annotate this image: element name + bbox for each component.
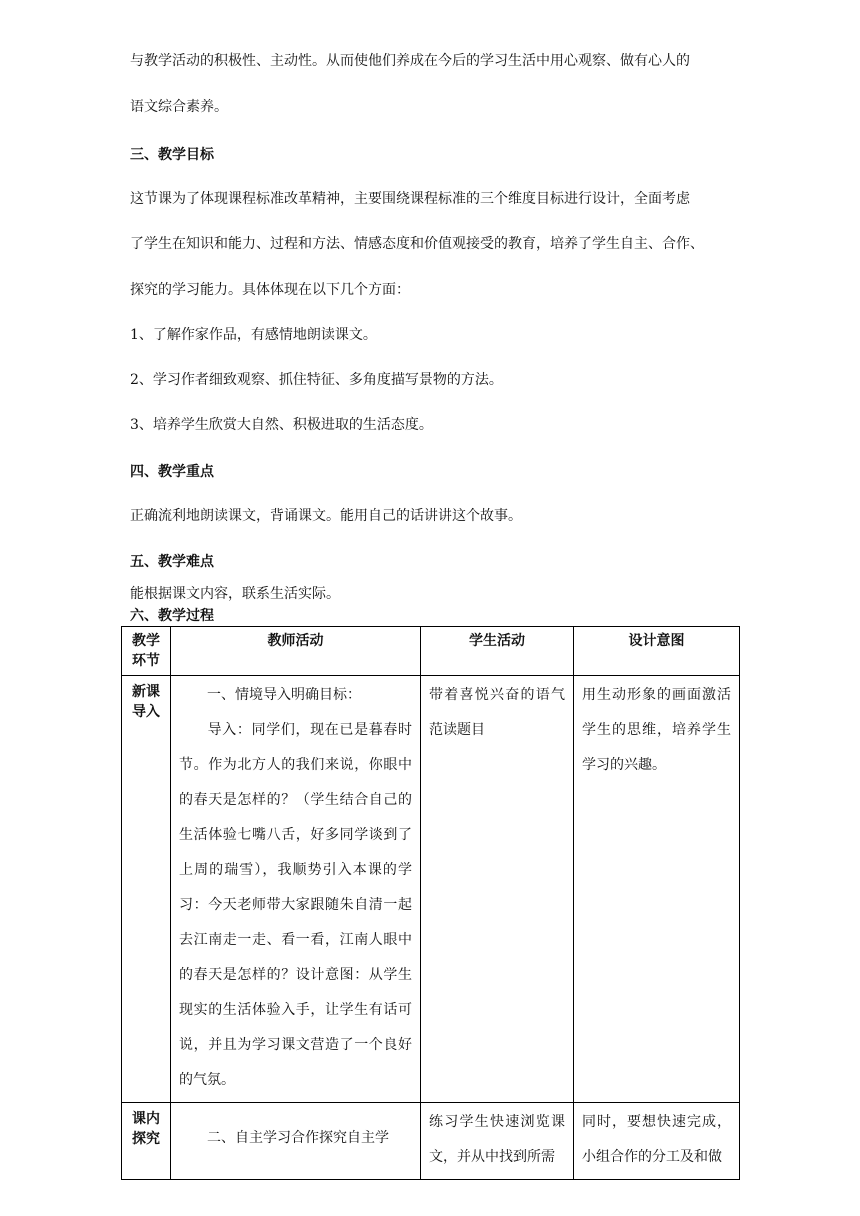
table-header-row xyxy=(122,627,740,676)
goal-item: 2、学习作者细致观察、抓住特征、多角度描写景物的方法。 xyxy=(130,372,503,388)
stage-cell xyxy=(122,1103,171,1180)
teacher-activity-title: 一、情境导入明确目标： xyxy=(207,687,361,703)
teacher-activity-cell xyxy=(171,676,421,1103)
paragraph-line: 这节课为了体现课程标准改革精神，主要围绕课程标准的三个维度目标进行设计，全面考虑 xyxy=(130,191,690,207)
stage-line1: 课内 xyxy=(132,1111,160,1127)
teaching-process-table xyxy=(121,626,740,1180)
header-teacher: 教师活动 xyxy=(171,627,421,676)
stage-line2: 探究 xyxy=(132,1131,160,1147)
goal-item: 1、了解作家作品，有感情地朗读课文。 xyxy=(130,327,377,343)
difficulty-text: 能根据课文内容，联系生活实际。 xyxy=(130,586,340,602)
section-heading-key-points: 四、教学重点 xyxy=(130,464,214,480)
student-activity-cell: 带着喜悦兴奋的语气范读题目 xyxy=(421,676,574,1103)
stage-line1: 新课 xyxy=(132,684,160,700)
table-row xyxy=(122,1103,740,1180)
goal-item: 3、培养学生欣赏大自然、积极进取的生活态度。 xyxy=(130,417,433,433)
stage-cell xyxy=(122,676,171,1103)
design-intent-cell: 用生动形象的画面激活学生的思维，培养学生学习的兴趣。 xyxy=(574,676,740,1103)
student-activity-cell: 练习学生快速浏览课文，并从中找到所需 xyxy=(421,1103,574,1180)
design-intent-cell: 同时，要想快速完成，小组合作的分工及和做 xyxy=(574,1103,740,1180)
section-heading-objectives: 三、教学目标 xyxy=(130,147,214,163)
paragraph-line: 语文综合素养。 xyxy=(130,99,228,115)
header-stage-line2: 环节 xyxy=(132,653,160,669)
table-row xyxy=(122,676,740,1103)
teacher-activity-body: 导入：同学们，现在已是暮春时节。作为北方人的我们来说，你眼中的春天是怎样的？（学生结合自己的生活体验七嘴八舌，好多同学谈到了上周的瑞雪），我顺势引入本课的学习：今天老师带大家跟随朱自清一起去江南走一走、看一看，江南人眼中的春天是怎样的？设计意图：从学生现实的生活体验入手，让学生有话可说，并且为学习课文营造了一个良好的气氛。 xyxy=(179,722,412,1088)
teacher-activity-title: 二、自主学习合作探究自主学 xyxy=(207,1130,389,1146)
header-stage xyxy=(122,627,171,676)
teacher-activity-cell xyxy=(171,1103,421,1180)
header-intent: 设计意图 xyxy=(574,627,740,676)
paragraph-line: 与教学活动的积极性、主动性。从而使他们养成在今后的学习生活中用心观察、做有心人的 xyxy=(130,53,690,69)
stage-line2: 导入 xyxy=(132,704,160,720)
paragraph-line: 探究的学习能力。具体体现在以下几个方面： xyxy=(130,282,410,298)
header-stage-line1: 教学 xyxy=(132,633,160,649)
header-student: 学生活动 xyxy=(421,627,574,676)
section-heading-process: 六、教学过程 xyxy=(130,608,214,624)
key-point-text: 正确流利地朗读课文，背诵课文。能用自己的话讲讲这个故事。 xyxy=(130,508,522,524)
section-heading-difficulties: 五、教学难点 xyxy=(130,554,214,570)
paragraph-line: 了学生在知识和能力、过程和方法、情感态度和价值观接受的教育，培养了学生自主、合作、 xyxy=(130,236,704,252)
